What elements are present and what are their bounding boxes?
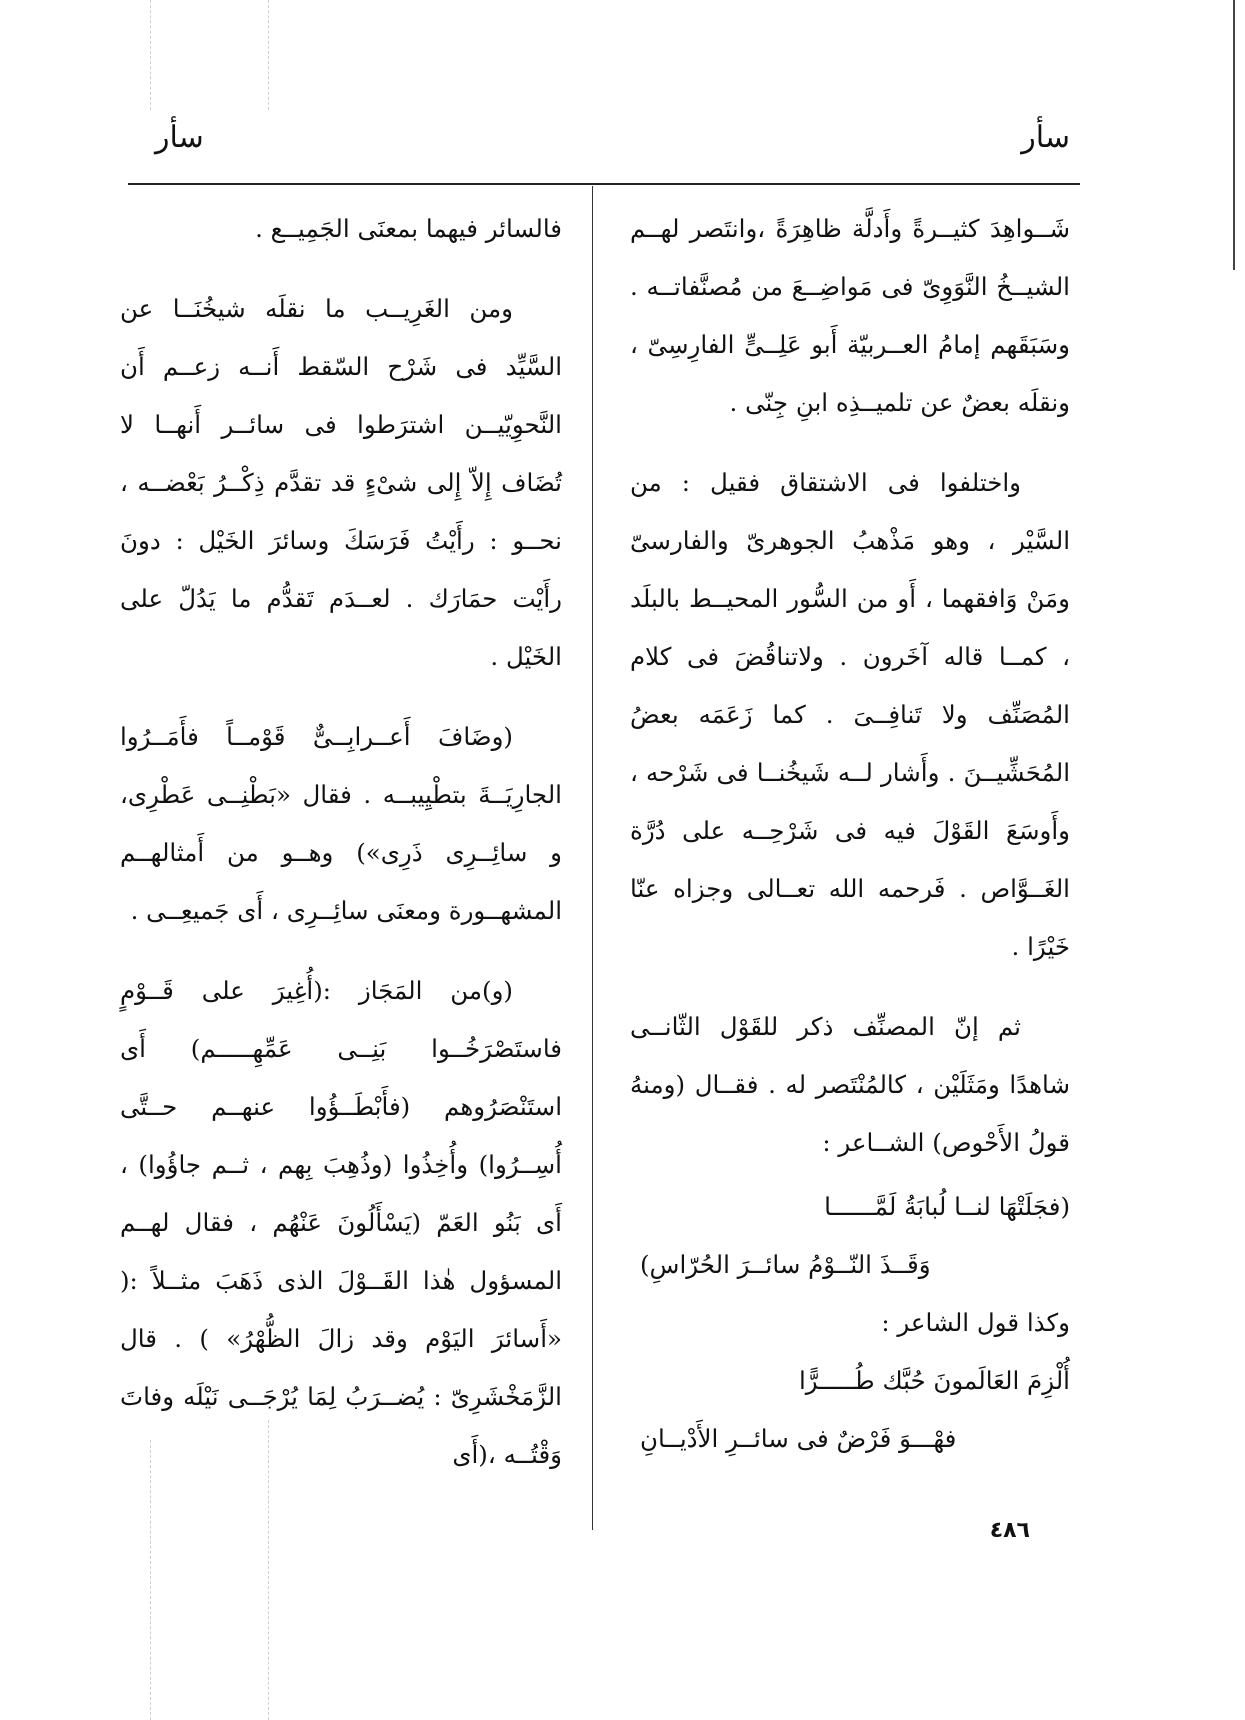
page-number: ٤٨٦ (989, 1518, 1030, 1543)
scan-fold-line (150, 0, 151, 110)
left-paragraph-2: ومن الغَرِيــب ما نقلَه شيخُنَــا عن السَّيِّد فى شَرْح السّقط أَنــه زعــم أَن النَّحوِيّيــن اشترَطوا فى سائــر أَنهــا لا تُضَاف إِلاّ إِلى شىْءٍ قد تقدَّم ذِكْــرُ بَعْضــه ، نحــو : رأَيْتُ فَرَسَكَ وسائرَ الخَيْل : دونَ رأَيْت حمَارَك . لعــدَم تَقدُّم ما يَدُلّ على الخَيْل . (120, 294, 562, 671)
verse-line-4: فهْـــوَ فَرْضٌ فى سائــرِ الأَدْيــانِ (640, 1424, 957, 1453)
column-divider (592, 186, 593, 1530)
scan-fold-line (150, 1440, 151, 1720)
scan-fold-line (268, 0, 269, 110)
left-paragraph-4: (و)من المَجَاز :(أُغِيرَ على قَــوْمٍ فاستَصْرَخُــوا بَنِــى عَمِّهِـــــم) أَى استَنْصَرُوهم (فأَبْطَــؤُوا عنهــم حــتَّى أُسِــرُوا) وأُخِذُوا (وذُهِبَ بِهم ، ثــم جاؤُوا) ، أَى بَنُو العَمّ (يَسْأَلُونَ عَنْهُم ، فقال لهــم المسؤول هٰذا القَــوْلَ الذى ذَهَبَ مثــلاً :( «أَسائرَ اليَوْم وقد زالَ الظُّهْرُ» ) . قال الزَّمَخْشَرِىّ : يُضــرَبُ لِمَا يُرْجَــى نَيْلَه وفاتَ وَقْتُــه ،(أَى (120, 976, 562, 1469)
verse-intro: وكذا قول الشاعر : (881, 1308, 1070, 1337)
running-head-left: سأر (155, 120, 204, 155)
binding-edge-mark (1233, 0, 1235, 270)
right-paragraph-3: ثم إنّ المصنِّف ذكر للقَوْل الثّانــى شاهدًا ومَثَلَيْن ، كالمُنْتَصر له . فقــال (ومنهُ قولُ الأَحْوص) الشــاعر : (630, 1012, 1070, 1157)
verse-line-1: (فجَلَتْهَا لنــا لُبابَةُ لَمَّــــــا (824, 1192, 1070, 1221)
verse-block-1 (630, 1178, 1070, 1294)
header-rule (128, 183, 1080, 185)
right-paragraph-2: واختلفوا فى الاشتقاق فقيل : من السَّيْر ، وهو مَذْهبُ الجوهرىّ والفارسىّ ومَنْ وَافقهما ، أَو من السُّور المحيــط بالبلَد ، كمــا قاله آخَرون . ولاتناقُضَ فى كلام المُصَنِّف ولا تَنافِــىَ . كما زَعَمَه بعضُ المُحَشِّيــنَ . وأَشار لــه شَيخُنــا فى شَرْحه ، وأَوسَعَ القَوْلَ فيه فى شَرْحِــه على دُرَّة الغَــوَّاص . فَرحمه الله تعــالى وجزاه عنّا خَيْرًا . (630, 468, 1070, 961)
verse-block-2 (630, 1352, 1070, 1468)
verse-line-3: أُلْزِمَ العَالَمونَ حُبَّك طُـــــرًّا (798, 1366, 1070, 1395)
right-column (630, 200, 1070, 1468)
running-head-right: سأر (1021, 120, 1070, 155)
right-paragraph-1: شَــواهِدَ كثيــرةً وأَدلَّة ظاهِرَةً ،وانتَصر لهــم الشيــخُ النَّوَوِىّ فى مَواضِــعَ من مُصنَّفاتــه . وسَبَقَهم إمامُ العــربيّة أَبو عَلِــىٍّ الفارِسِىّ ، ونقلَه بعضٌ عن تلميــذِه ابنِ جِنّى . (630, 214, 1070, 417)
left-paragraph-1: فالسائر فيهما بمعنَى الجَمِيــع . (255, 214, 562, 243)
left-paragraph-3: (وضَافَ أَعــرابِــىٌّ قَوْمــاً فأَمَــرُوا الجارِيَــةَ بتطْيِيبــه . فقال «بَطْنِــى عَطْرِى، و سائِــرِى ذَرِى») وهــو من أَمثالهــم المشهــورة ومعنَى سائِــرِى ، أَى جَميعِــى . (120, 722, 562, 925)
left-column (120, 200, 562, 1484)
scan-fold-line (268, 1420, 269, 1720)
verse-line-2: وَقَــذَ النّــوْمُ سائــرَ الحُرّاسِ) (640, 1250, 931, 1279)
